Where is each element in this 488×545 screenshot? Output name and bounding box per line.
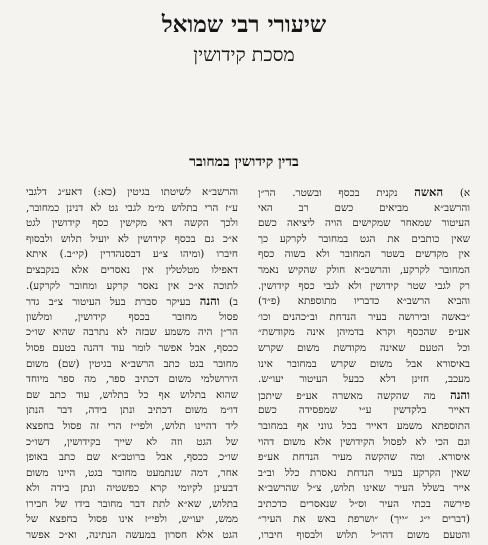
- tractate-title: מסכת קידושין: [193, 44, 295, 66]
- text-line: באיסורא אבל משום שקרש במחובר אינו: [258, 357, 470, 370]
- text-line: לתוכה א״כ אין נאסר קרקע ומחובר לקרקע).: [26, 279, 238, 292]
- text-line: והטעם משום דהו״ל תלוש ולבסוף חיברו,: [258, 529, 470, 542]
- text-line: שהוא בתלוש אף כל בתלוש, עוד כתב שם: [26, 388, 238, 401]
- right-column: [258, 185, 470, 544]
- text-line: דאפילו מטלטלין אין נאסרים אלא בנקבצים: [26, 263, 238, 276]
- text-line: ״באשה ובירושה בעיר הנדחת וב״כהנים וכו׳: [258, 310, 470, 323]
- text-line: דבעינן לקיומי קרא כפשטיה ונתן בידה ולא: [26, 482, 238, 495]
- text-line: בתלוש, שא״א לתת דבר מחובר בידו של חבירו: [26, 497, 238, 510]
- text-line: אע״פ שהכסף וקרא בדמיהן אינה מקודשת״: [258, 326, 470, 339]
- text-line: [258, 388, 470, 404]
- line-text: בעיקר סברת בעל העיטור צ״ב גדר: [26, 296, 191, 309]
- text-line: הר״ן היה משמע שבזה לא נתרבה שהיא שו״כ: [26, 326, 238, 339]
- text-line: (דברים י״ג ״ייך) ״ושרפת באש את העיר״: [258, 513, 470, 526]
- text-line: שאין הקרקע בעיר הנדחת נאסרת כלל וב״ב: [258, 466, 470, 479]
- section-title: בדין קידושין במחובר: [189, 154, 299, 170]
- text-line: פירשה בכתי העיר וס״ל שנאסרים כדכתיב: [258, 497, 470, 510]
- text-line: [258, 185, 470, 201]
- text-line: של הגט וזה לא שייך בקידושין, דשו״כ: [26, 435, 238, 448]
- text-line: שאין כותבים את הגט במחובר לקרקע כך: [258, 232, 470, 245]
- left-column: [26, 185, 238, 544]
- text-line: הירושלמי משום דכתיב ספר, מה ספר מיוחד: [26, 373, 238, 386]
- text-line: מחובר בגט כתב הרשב״א בגיטין (שם) משום: [26, 357, 238, 370]
- paragraph-lead: והנה: [199, 294, 220, 309]
- text-line: דאייר בלקדשין ע״י שמפסידה כשם: [258, 404, 470, 417]
- text-line: ככסף, אבל אפשר לומר עוד דהנה בטעם פסול: [26, 341, 238, 354]
- line-text: נקנית בכסף ובשטר. הר״ן: [258, 187, 398, 199]
- text-line: והביא הרשב״א כדבריו מתוספתא (פ״ד): [258, 295, 470, 308]
- text-line: ליד דהיינו תלוש, ולפי״ז הרי זה פסול בחפצא: [26, 419, 238, 432]
- text-line: מעכב, חזינן דלא כבעל העיטור יעו״ש.: [258, 373, 470, 386]
- paragraph-lead: והנה: [450, 387, 470, 402]
- text-line: התוספתא משמע דאייר בכל גווני אף במחובר: [258, 419, 470, 432]
- text-line: א״כ גם בכסף קידושין לא יועיל תלוש ולבסוף: [26, 232, 238, 245]
- book-title: שיעורי רבי שמואל: [161, 11, 327, 38]
- text-line: פסול מחובר בכסף קידושין, ומלשון: [26, 310, 238, 323]
- paragraph-label: ב): [229, 296, 238, 309]
- text-line: והרשב״א לשיטתו בגיטין (כא:) דאע״ג דלגבי: [26, 186, 238, 198]
- text-line: וכל הטעם שאינה מקודשת משום שקרש: [258, 341, 470, 354]
- text-line: אחר, דמה שנתמעט מחובר בגט, היינו משום: [26, 466, 238, 479]
- text-line: איסורא. ומה שהקשה מעיר הנדחת אע״פ: [258, 451, 470, 464]
- text-line: שו״כ ככסף, אבל ברוטב״א שם כתב באופן: [26, 451, 238, 464]
- paragraph-label: א): [459, 187, 470, 199]
- text-line: וגם הכי לא לפסול הקידושין אלא משום דהוי: [258, 435, 470, 448]
- text-line: הגט אלא חסרון במעשה הנתינה, וא״כ אפשר: [26, 529, 238, 542]
- line-text: מה שהקשה מאשרה אע״פ שיתכן: [258, 389, 436, 402]
- text-line: והרשב״א מביאים כשם רב האי: [258, 201, 470, 214]
- text-line: ממש, יעו״ש, ולפי״ז אינו פסול בחפצא של: [26, 513, 238, 526]
- text-line: חיברו (ומיהו צ״ע דבסנהדרין (קי״ב.) איתא: [26, 248, 238, 261]
- text-line: [26, 294, 238, 310]
- text-line: העיטור שמאחר שמקישים הויה ליציאה כשם: [258, 217, 470, 230]
- text-line: ולכך הקשה דאי מקישין כסף קידושין לגט: [26, 217, 238, 230]
- text-line: אייר בשלל העיר שאינו תלוש, צ״ל שהרשב״א: [258, 482, 470, 495]
- text-line: אין מקדשים בשטר המחובר ולא בשוה כסף: [258, 248, 470, 261]
- text-line: המחובר לקרקע, והרשב״א חולק שהקיש נאמר: [258, 263, 470, 276]
- text-line: ע״ז הרי בתלוש מ״מ לגבי גט לא דנינן כמחובר,: [26, 201, 238, 214]
- paragraph-lead: האשה: [414, 185, 444, 199]
- text-line: רק לגבי שטר קידושין ולא לגבי כסף קידושין.: [258, 279, 470, 292]
- text-line: דו״מ משום דכתיב ונתן בידה, דבר הנתן: [26, 404, 238, 417]
